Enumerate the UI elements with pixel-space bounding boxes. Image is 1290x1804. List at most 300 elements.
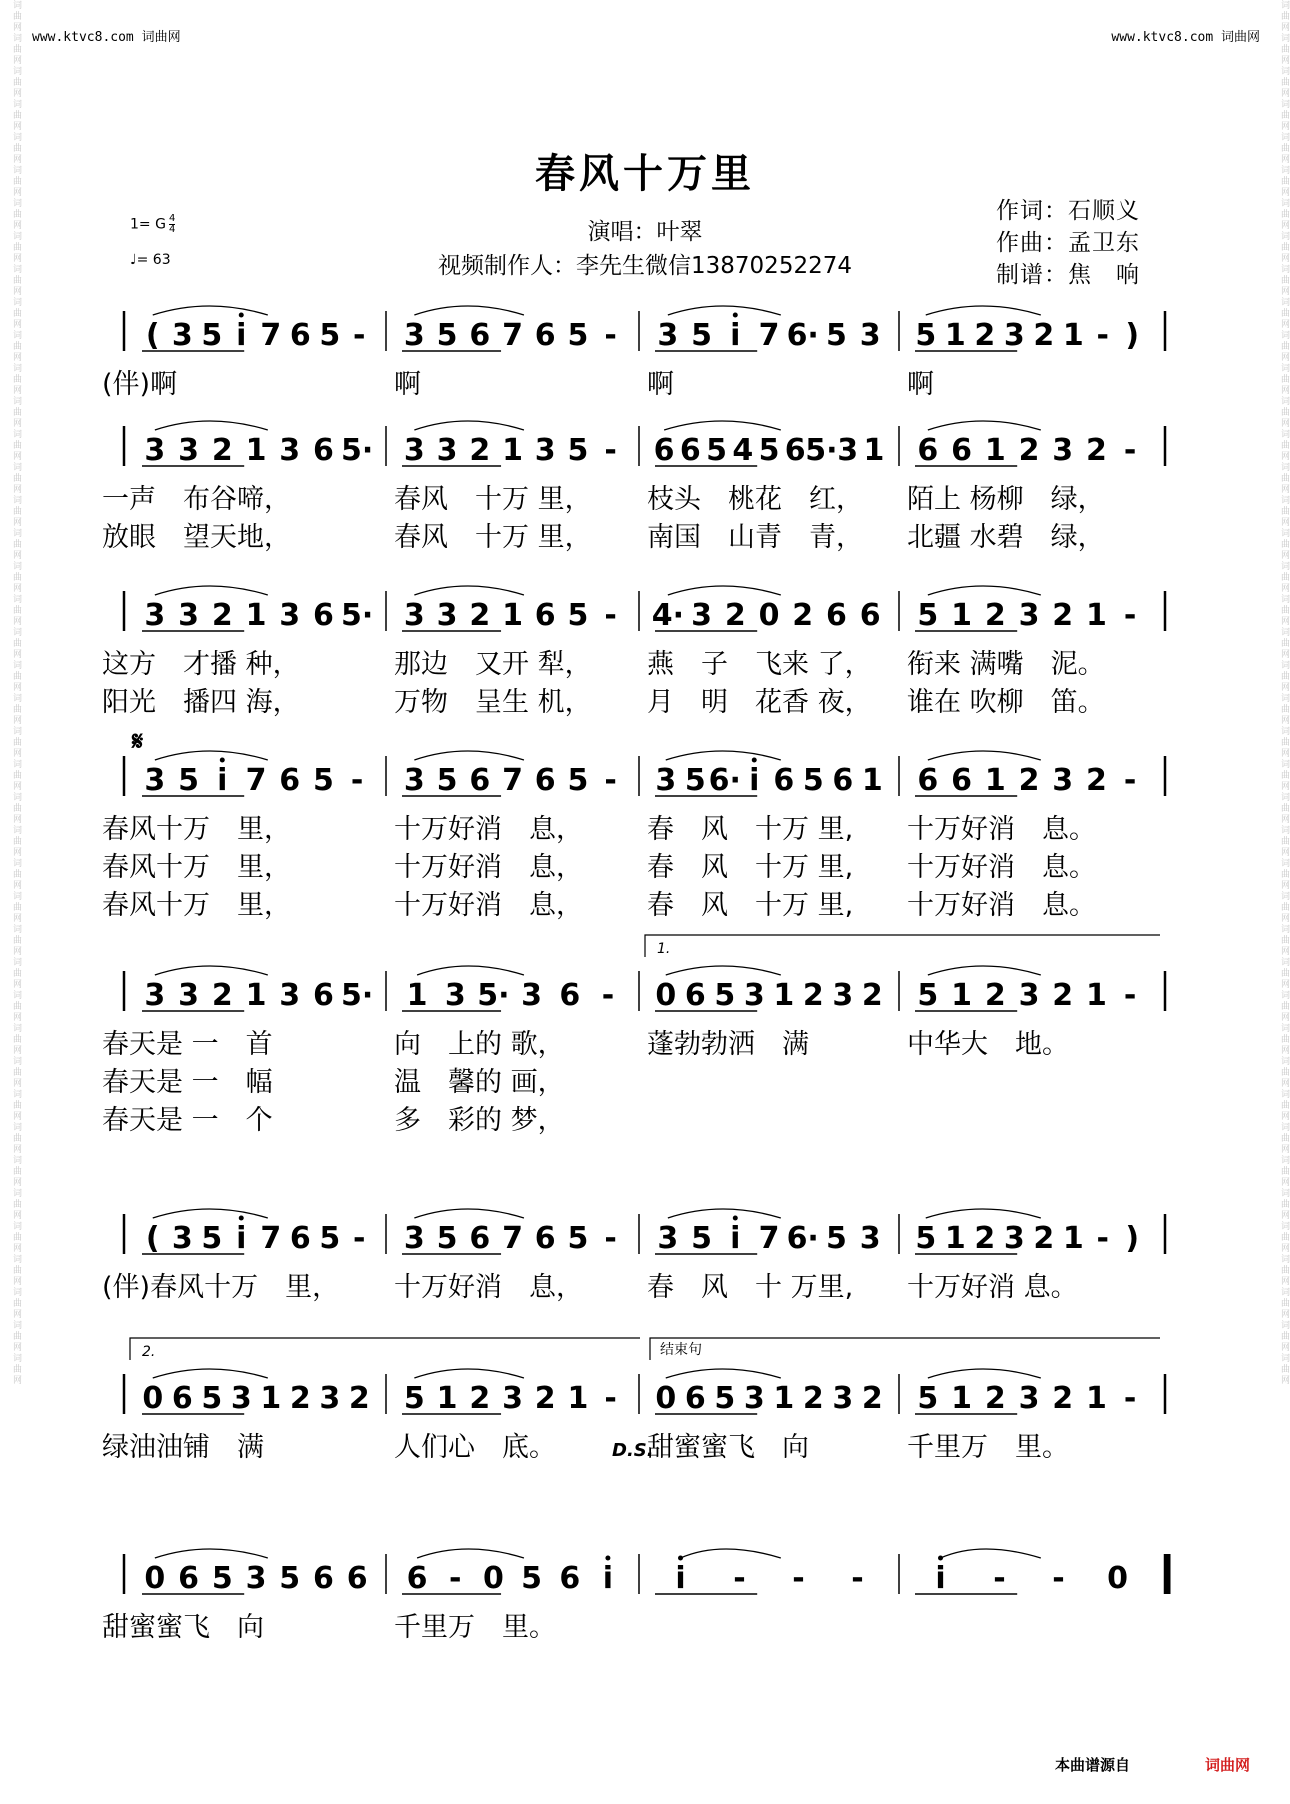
lyric-line: 春风 十万 里， <box>394 484 592 515</box>
slur-arc <box>417 966 524 975</box>
lyric-line: (伴)啊 <box>102 369 178 400</box>
site-url-right[interactable]: www.ktvc8.com 词曲网 <box>1111 30 1260 45</box>
lyric-line: 衔来 满嘴 泥。 <box>907 649 1105 680</box>
note-i: i <box>730 318 741 353</box>
note-2: 2 <box>211 433 233 468</box>
lyric-line: 春 风 十万 里, <box>647 890 854 921</box>
note-7: 7 <box>758 318 780 353</box>
octave-dot <box>239 1216 244 1221</box>
slur-arc <box>928 1369 1041 1378</box>
note-i: i <box>217 763 228 798</box>
note-2: 2 <box>974 318 996 353</box>
note-3: 3 <box>403 318 425 353</box>
note-5: 5 <box>436 318 458 353</box>
note-6: 6 <box>559 1561 581 1596</box>
note-i: i <box>236 318 247 353</box>
note-3: 3 <box>832 1381 854 1416</box>
lyric-line: 月 明 花香 夜， <box>647 687 872 718</box>
song-title: 春风十万里 <box>535 150 755 197</box>
note-0: 0 <box>482 1561 504 1596</box>
note-1: 1 <box>951 598 973 633</box>
note-3: 3 <box>144 433 166 468</box>
note-5: 5 <box>403 1381 425 1416</box>
note-1: 1 <box>1085 978 1107 1013</box>
lyric-line: 春天是 一 首 <box>102 1029 273 1060</box>
octave-dot <box>220 758 225 763</box>
lyric-line: 南国 山青 青， <box>647 522 863 553</box>
note-dash: - <box>604 433 617 468</box>
note-5: 5 <box>802 763 824 798</box>
note-3: 3 <box>178 598 200 633</box>
note-7: 7 <box>245 763 267 798</box>
octave-dot <box>239 313 244 318</box>
note-3: 3 <box>743 1381 765 1416</box>
lyricist-credit: 作词：石顺义 <box>996 198 1140 224</box>
lyric-line: 向 上的 歌， <box>394 1029 565 1060</box>
note-5: 5 <box>319 1221 341 1256</box>
lyric-line: 春天是 一 个 <box>102 1105 273 1136</box>
note-5: 5 <box>567 433 589 468</box>
note-3: 3 <box>403 763 425 798</box>
slur-arc <box>414 1369 524 1378</box>
slur-arc <box>155 1549 268 1558</box>
note-dash: - <box>449 1561 462 1596</box>
note-dash: - <box>1123 1381 1137 1416</box>
note-2: 2 <box>348 1381 370 1416</box>
site-url-left[interactable]: www.ktvc8.com 词曲网 <box>32 30 181 45</box>
note-1: 1 <box>984 433 1006 468</box>
note-1: 1 <box>773 1381 795 1416</box>
note-3: 3 <box>832 978 854 1013</box>
note-i: i <box>749 763 760 798</box>
note-6: 6 <box>346 1561 368 1596</box>
note-dash: - <box>1123 598 1137 633</box>
lyric-line: 枝头 桃花 红， <box>647 484 863 515</box>
time-top: 4 <box>168 213 176 224</box>
note-3: 3 <box>1003 1221 1025 1256</box>
note-2: 2 <box>1052 598 1074 633</box>
note-3: 3 <box>743 978 765 1013</box>
note-6: 6 <box>534 318 556 353</box>
slur-arc <box>414 421 524 430</box>
lyric-line: 甜蜜蜜飞 向 <box>102 1612 264 1643</box>
lyric-line: 十万好消 息。 <box>907 852 1096 883</box>
note-1: 1 <box>951 978 973 1013</box>
slur-arc <box>666 751 781 760</box>
note-2: 2 <box>1033 1221 1055 1256</box>
note-0: 0 <box>144 1561 166 1596</box>
note-5: 5 <box>567 763 589 798</box>
slur-arc <box>928 751 1041 760</box>
lyric-line: 千里万 里。 <box>907 1432 1069 1463</box>
note-1: 1 <box>861 763 883 798</box>
note-5: 5 <box>915 1221 937 1256</box>
note-2: 2 <box>861 1381 883 1416</box>
note-4: 4 <box>732 433 754 468</box>
note-6·: 6· <box>786 318 819 353</box>
note-3: 3 <box>1003 318 1025 353</box>
volta-bracket <box>645 935 1160 957</box>
note-3: 3 <box>837 433 859 468</box>
note-): ) <box>1125 318 1140 353</box>
note-2: 2 <box>469 598 491 633</box>
tempo-mark: ♩= 63 <box>130 252 171 268</box>
note-1: 1 <box>1085 1381 1107 1416</box>
note-7: 7 <box>502 1221 523 1256</box>
slur-arc <box>153 1209 268 1218</box>
note-i: i <box>602 1561 614 1596</box>
slur-arc <box>664 421 781 430</box>
note-1: 1 <box>436 1381 458 1416</box>
lyric-line: 人们心 底。 <box>394 1432 556 1463</box>
slur-arc <box>417 1549 524 1558</box>
note-1: 1 <box>1062 1221 1084 1256</box>
watermark-right: 词曲网词曲网词曲网词曲网词曲网词曲网词曲网词曲网词曲网词曲网词曲网词曲网词曲网词曲网词曲网词曲网词曲网词曲网词曲网词曲网词曲网词曲网词曲网词曲网词曲网词曲网词曲网词曲网词曲网词曲网词曲网词曲网词曲网词曲网词曲网词曲网词曲网词曲网词曲网词曲网词曲网词曲网 <box>1279 0 1289 1386</box>
note-6: 6 <box>684 978 706 1013</box>
note-5·: 5· <box>341 978 374 1013</box>
lyric-line: 十万好消 息。 <box>907 1272 1078 1303</box>
note-1: 1 <box>944 318 966 353</box>
note-0: 0 <box>758 598 780 633</box>
note-dash: - <box>604 1381 617 1416</box>
lyric-line: 十万好消 息， <box>394 890 583 921</box>
note-5: 5 <box>178 763 200 798</box>
lyric-line: 啊 <box>647 369 674 400</box>
time-bottom: 4 <box>168 224 176 235</box>
note-): ) <box>1125 1221 1140 1256</box>
footer-site[interactable]: 词曲网 <box>1205 1756 1251 1774</box>
note-2: 2 <box>469 433 491 468</box>
note-5: 5 <box>521 1561 543 1596</box>
note-7: 7 <box>758 1221 780 1256</box>
note-7: 7 <box>502 318 523 353</box>
slur-arc <box>155 586 268 595</box>
slur-arc <box>153 306 268 315</box>
slur-arc <box>414 306 524 315</box>
note-3: 3 <box>444 978 466 1013</box>
note-2: 2 <box>984 598 1006 633</box>
note-6: 6 <box>534 1221 556 1256</box>
ending-bracket <box>650 1338 1160 1360</box>
lyric-line: (伴)春风十万 里， <box>102 1272 340 1303</box>
note-dash: - <box>604 763 617 798</box>
note-3: 3 <box>655 763 677 798</box>
note-3: 3 <box>859 1221 881 1256</box>
note-1: 1 <box>406 978 428 1013</box>
note-dash: - <box>353 318 366 353</box>
slur-arc <box>668 306 781 315</box>
note-5: 5 <box>201 1221 223 1256</box>
key-text: 1= G <box>130 216 166 233</box>
note-5: 5 <box>312 763 334 798</box>
note-0: 0 <box>655 1381 677 1416</box>
note-2: 2 <box>1018 763 1040 798</box>
slur-arc <box>926 1209 1041 1218</box>
note-i: i <box>675 1561 686 1596</box>
slur-arc <box>414 1209 524 1218</box>
note-(: ( <box>145 318 160 353</box>
note-6: 6 <box>469 763 491 798</box>
note-6: 6 <box>312 978 334 1013</box>
note-3: 3 <box>144 763 166 798</box>
note-6: 6 <box>832 763 854 798</box>
lyric-line: 十万好消 息。 <box>907 890 1096 921</box>
note-2: 2 <box>724 598 746 633</box>
note-2: 2 <box>1052 978 1074 1013</box>
lyric-line: 十万好消 息。 <box>907 814 1096 845</box>
note-3: 3 <box>171 318 193 353</box>
note-3: 3 <box>1018 598 1040 633</box>
lyric-line: 十万好消 息， <box>394 814 583 845</box>
slur-arc <box>928 966 1041 975</box>
octave-dot <box>752 758 757 763</box>
note-dash: - <box>1096 1221 1109 1256</box>
lyric-line: 十万好消 息， <box>394 852 583 883</box>
note-2: 2 <box>984 978 1006 1013</box>
note-6: 6 <box>825 598 847 633</box>
footer-source: 本曲谱源自 <box>1055 1756 1131 1774</box>
lyric-line: 北疆 水碧 绿， <box>907 522 1105 553</box>
note-3: 3 <box>502 1381 523 1416</box>
note-dash: - <box>1123 763 1137 798</box>
ending-label: 结束句 <box>660 1342 702 1358</box>
note-5: 5 <box>567 318 589 353</box>
note-6: 6 <box>312 1561 334 1596</box>
note-dash: - <box>1123 978 1137 1013</box>
note-0: 0 <box>655 978 677 1013</box>
note-5: 5 <box>567 1221 589 1256</box>
note-5: 5 <box>714 1381 736 1416</box>
lyric-line: 那边 又开 犁， <box>394 649 592 680</box>
note-2: 2 <box>289 1381 311 1416</box>
slur-arc <box>414 751 524 760</box>
slur-arc <box>928 586 1041 595</box>
note-3: 3 <box>657 318 679 353</box>
lyric-line: 春 风 十万 里, <box>647 814 854 845</box>
note-0: 0 <box>1107 1561 1128 1596</box>
slur-arc <box>155 421 268 430</box>
note-dash: - <box>601 978 615 1013</box>
note-3: 3 <box>144 978 166 1013</box>
lyric-line: 春 风 十 万里, <box>647 1272 854 1303</box>
note-1: 1 <box>502 598 523 633</box>
note-6·: 6· <box>786 1221 819 1256</box>
octave-dot <box>733 313 738 318</box>
note-dash: - <box>993 1561 1006 1596</box>
note-6: 6 <box>951 433 973 468</box>
ds-mark: D.S. <box>612 1440 654 1461</box>
note-dash: - <box>792 1561 805 1596</box>
note-6: 6 <box>534 763 556 798</box>
note-5: 5 <box>319 318 341 353</box>
note-3: 3 <box>691 598 713 633</box>
note-1: 1 <box>951 1381 973 1416</box>
note-7: 7 <box>502 763 523 798</box>
lyric-line: 万物 呈生 机， <box>394 687 592 718</box>
note-4·: 4· <box>651 598 684 633</box>
lyric-line: 春 风 十万 里, <box>647 852 854 883</box>
lyric-line: 温 馨的 画， <box>394 1067 565 1098</box>
lyric-line: 燕 子 飞来 了， <box>647 649 872 680</box>
note-5: 5 <box>436 1221 458 1256</box>
lyric-line: 蓬勃勃洒 满 <box>647 1029 809 1060</box>
note-3: 3 <box>279 433 301 468</box>
note-dash: - <box>1123 433 1137 468</box>
note-1: 1 <box>502 433 523 468</box>
note-dash: - <box>604 1221 617 1256</box>
note-dash: - <box>604 318 617 353</box>
slur-arc <box>153 1369 268 1378</box>
note-6: 6 <box>469 1221 491 1256</box>
note-2: 2 <box>974 1221 996 1256</box>
note-3: 3 <box>1018 978 1040 1013</box>
note-6: 6 <box>559 978 581 1013</box>
transcriber-credit: 制谱：焦 响 <box>996 262 1140 288</box>
note-3: 3 <box>1052 433 1074 468</box>
note-i: i <box>935 1561 946 1596</box>
note-dash: - <box>350 763 364 798</box>
slur-arc <box>928 421 1041 430</box>
note-6: 6 <box>406 1561 428 1596</box>
note-3: 3 <box>403 433 425 468</box>
lyric-line: 阳光 播四 海， <box>102 687 300 718</box>
note-2: 2 <box>211 978 233 1013</box>
note-6: 6 <box>289 318 311 353</box>
note-2: 2 <box>211 598 233 633</box>
note-6: 6 <box>684 1381 706 1416</box>
volta-label: 1. <box>657 941 671 957</box>
note-1: 1 <box>245 598 267 633</box>
lyric-line: 春风 十万 里， <box>394 522 592 553</box>
note-6: 6 <box>279 763 301 798</box>
note-6·: 6· <box>708 763 741 798</box>
slur-arc <box>155 751 268 760</box>
octave-dot <box>605 1556 610 1561</box>
lyric-line: 春风十万 里， <box>102 890 291 921</box>
note-dash: - <box>1052 1561 1065 1596</box>
note-5: 5 <box>567 598 589 633</box>
note-dash: - <box>604 598 617 633</box>
note-5: 5 <box>915 318 937 353</box>
note-5·: 5· <box>341 433 374 468</box>
note-6: 6 <box>469 318 491 353</box>
note-6: 6 <box>312 433 334 468</box>
note-3: 3 <box>178 433 200 468</box>
lyric-line: 绿油油铺 满 <box>102 1432 264 1463</box>
note-(: ( <box>145 1221 160 1256</box>
note-1: 1 <box>260 1381 282 1416</box>
note-6: 6 <box>951 763 973 798</box>
note-3: 3 <box>144 598 166 633</box>
volta-label: 2. <box>142 1344 156 1360</box>
note-6: 6 <box>178 1561 200 1596</box>
note-5: 5 <box>201 318 223 353</box>
lyric-line: 十万好消 息， <box>394 1272 583 1303</box>
note-1: 1 <box>984 763 1006 798</box>
note-3: 3 <box>1052 763 1074 798</box>
note-2: 2 <box>1018 433 1040 468</box>
slur-arc <box>155 966 268 975</box>
note-i: i <box>730 1221 741 1256</box>
slur-arc <box>666 966 781 975</box>
note-3: 3 <box>403 598 425 633</box>
singer-credit: 演唱：叶翠 <box>587 219 703 245</box>
note-5: 5 <box>825 1221 847 1256</box>
note-1: 1 <box>245 433 267 468</box>
note-3: 3 <box>657 1221 679 1256</box>
lyric-line: 千里万 里。 <box>394 1612 556 1643</box>
note-6: 6 <box>312 598 334 633</box>
note-3: 3 <box>534 433 556 468</box>
volta-bracket <box>130 1338 640 1360</box>
watermark-left: 词曲网词曲网词曲网词曲网词曲网词曲网词曲网词曲网词曲网词曲网词曲网词曲网词曲网词曲网词曲网词曲网词曲网词曲网词曲网词曲网词曲网词曲网词曲网词曲网词曲网词曲网词曲网词曲网词曲网词曲网词曲网词曲网词曲网词曲网词曲网词曲网词曲网词曲网词曲网词曲网词曲网词曲网 <box>11 0 21 1386</box>
note-2: 2 <box>1033 318 1055 353</box>
note-1: 1 <box>773 978 795 1013</box>
slur-arc <box>666 1369 781 1378</box>
lyric-line: 这方 才播 种， <box>102 649 300 680</box>
note-6: 6 <box>917 433 939 468</box>
note-5·: 5· <box>805 433 838 468</box>
note-5: 5 <box>706 433 727 468</box>
lyric-line: 啊 <box>394 369 421 400</box>
lyric-line: 春风十万 里， <box>102 852 291 883</box>
note-5: 5 <box>691 1221 713 1256</box>
note-2: 2 <box>792 598 814 633</box>
note-5: 5 <box>917 978 939 1013</box>
slur-arc <box>668 586 781 595</box>
note-2: 2 <box>534 1381 556 1416</box>
note-6: 6 <box>534 598 556 633</box>
segno-sign: 𝄋 <box>132 727 144 757</box>
note-5: 5 <box>758 433 780 468</box>
note-5: 5 <box>684 763 706 798</box>
note-6: 6 <box>171 1381 193 1416</box>
lyric-line: 春天是 一 幅 <box>102 1067 273 1098</box>
composer-credit: 作曲：孟卫东 <box>996 230 1140 256</box>
note-5: 5 <box>825 318 847 353</box>
slur-arc <box>414 586 524 595</box>
lyric-line: 啊 <box>907 369 934 400</box>
note-2: 2 <box>1085 763 1107 798</box>
note-2: 2 <box>984 1381 1006 1416</box>
note-2: 2 <box>1085 433 1107 468</box>
slur-arc <box>941 1549 1041 1558</box>
note-2: 2 <box>469 1381 491 1416</box>
note-dash: - <box>733 1561 746 1596</box>
note-6: 6 <box>917 763 939 798</box>
note-5: 5 <box>917 598 939 633</box>
note-1: 1 <box>863 433 885 468</box>
note-3: 3 <box>178 978 200 1013</box>
lyric-line: 谁在 吹柳 笛。 <box>907 687 1105 718</box>
note-1: 1 <box>1085 598 1107 633</box>
note-2: 2 <box>802 978 824 1013</box>
note-5: 5 <box>201 1381 223 1416</box>
note-5: 5 <box>714 978 736 1013</box>
lyric-line: 多 彩的 梦， <box>394 1105 565 1136</box>
note-2: 2 <box>1052 1381 1074 1416</box>
note-0: 0 <box>142 1381 164 1416</box>
lyric-line: 中华大 地。 <box>907 1029 1069 1060</box>
note-1: 1 <box>245 978 267 1013</box>
note-1: 1 <box>567 1381 589 1416</box>
note-5: 5 <box>436 763 458 798</box>
slur-arc <box>681 1549 781 1558</box>
note-3: 3 <box>230 1381 252 1416</box>
note-5: 5 <box>917 1381 939 1416</box>
note-5·: 5· <box>341 598 374 633</box>
lyric-line: 放眼 望天地， <box>102 522 291 553</box>
